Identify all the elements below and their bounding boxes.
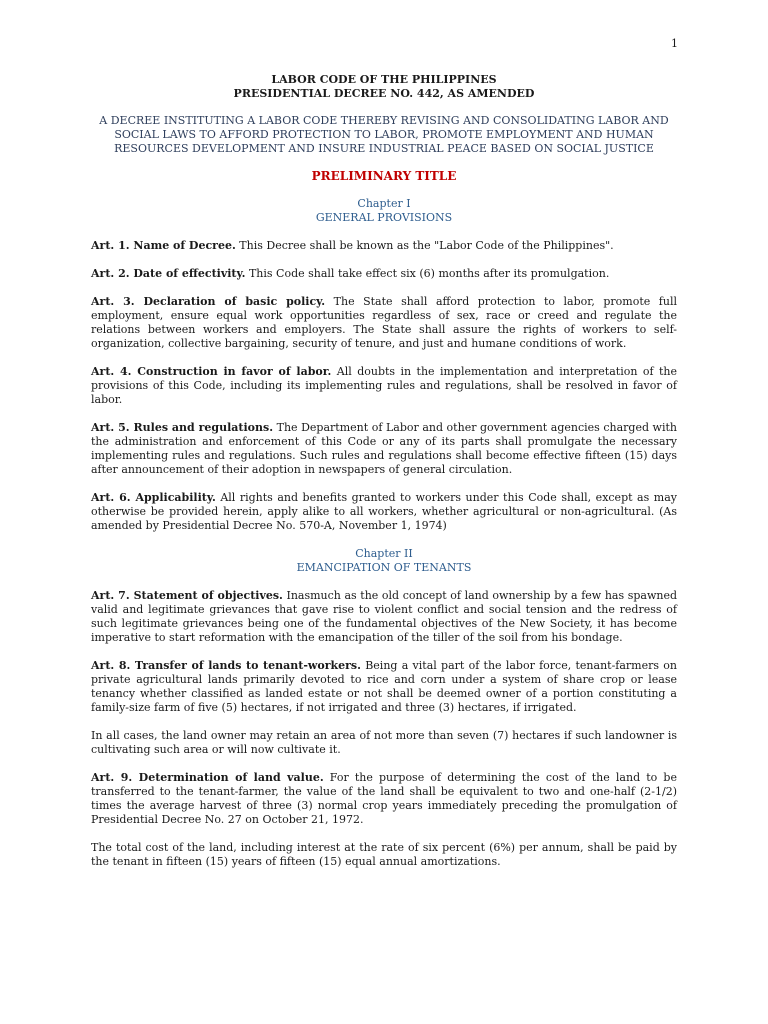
article-heading: Art. 9. Determination of land value.: [91, 771, 324, 784]
article-body: Being a vital part of the labor force, tenant-farmers on private agricultural lands primarily devoted to rice and corn under a system of share crop or lease tenancy whether classified as landed estate or not shall be deemed owner of a portion constituting a family-size farm of five (5) hectares, if not irrigated and three (3) hectares, if irrigated.: [91, 659, 677, 714]
article-body: This Decree shall be known as the "Labor Code of the Philippines".: [235, 239, 614, 252]
document-subtitle-decree: PRESIDENTIAL DECREE NO. 442, AS AMENDED: [233, 87, 535, 100]
article-body: For the purpose of determining the cost of the land to be transferred to the tenant-farmer, the value of the land shall be equivalent to two and one-half (2-1/2) times the average harvest of three (3) normal crop years immediately preceding the promulgation of Presidential Decree No. 27 on October 21, 1972.: [91, 771, 677, 826]
article-heading: Art. 4. Construction in favor of labor.: [91, 365, 332, 378]
article: [91, 239, 677, 253]
article: [91, 267, 677, 281]
chapter-heading: [91, 547, 677, 575]
chapter-number: Chapter II: [355, 547, 413, 560]
article-body: The State shall afford protection to labor, promote full employment, ensure equal work opportunities regardless of sex, race or creed and regulate the relations between workers and employers. The State shall assure the rights of workers to self-organization, collective bargaining, security of tenure, and just and humane conditions of work.: [91, 295, 677, 350]
article-body: Inasmuch as the old concept of land ownership by a few has spawned valid and legitimate grievances that gave rise to violent conflict and social tension and the redress of such legitimate grievances being one of the fundamental objectives of the New Society, it has become imperative to start reformation with the emancipation of the tiller of the soil from his bondage.: [91, 589, 678, 644]
article: [91, 365, 677, 407]
article-body: The Department of Labor and other government agencies charged with the administration and enforcement of this Code or any of its parts shall promulgate the necessary implementing rules and regulations. Such rules and regulations shall become effective fifteen (15) days after announcement of their adoption in newspapers of general circulation.: [91, 421, 677, 476]
decree-description: A DECREE INSTITUTING A LABOR CODE THEREBY REVISING AND CONSOLIDATING LABOR AND SOCIAL LAWS TO AFFORD PROTECTION TO LABOR, PROMOTE EMPLOYMENT AND HUMAN RESOURCES DEVELOPMENT AND INSURE INDUSTRIAL PEACE BASED ON SOCIAL JUSTICE: [99, 114, 669, 155]
article: [91, 659, 677, 715]
article-heading: Art. 6. Applicability.: [91, 491, 216, 504]
article: [91, 421, 677, 477]
article-heading: Art. 2. Date of effectivity.: [91, 267, 246, 280]
article-heading: Art. 7. Statement of objectives.: [91, 589, 283, 602]
chapter-name: EMANCIPATION OF TENANTS: [296, 561, 472, 574]
article-heading: Art. 8. Transfer of lands to tenant-workers.: [91, 659, 361, 672]
article-heading: Art. 3. Declaration of basic policy.: [91, 295, 326, 308]
chapter-number: Chapter I: [357, 197, 411, 210]
article: [91, 295, 677, 351]
chapter-heading: [91, 197, 677, 225]
article-paragraph: The total cost of the land, including interest at the rate of six percent (6%) per annum, shall be paid by the tenant in fifteen (15) years of fifteen (15) equal annual amortizations.: [91, 841, 677, 868]
article: [91, 491, 677, 533]
article-body: This Code shall take effect six (6) months after its promulgation.: [245, 267, 610, 280]
article-paragraph: In all cases, the land owner may retain an area of not more than seven (7) hectares if such landowner is cultivating such area or will now cultivate it.: [91, 729, 677, 756]
article-heading: Art. 1. Name of Decree.: [91, 239, 236, 252]
chapter-name: GENERAL PROVISIONS: [315, 211, 453, 224]
article: [91, 589, 677, 645]
document-title: LABOR CODE OF THE PHILIPPINES: [271, 73, 497, 86]
article-body: All rights and benefits granted to workers under this Code shall, except as may otherwise be provided herein, apply alike to all workers, whether agricultural or non-agricultural. (As amended by Presidential Decree No. 570-A, November 1, 1974): [91, 491, 677, 532]
article-heading: Art. 5. Rules and regulations.: [91, 421, 274, 434]
article: [91, 771, 677, 827]
preliminary-title: PRELIMINARY TITLE: [311, 169, 457, 183]
page-number: 1: [671, 37, 678, 50]
article-body: All doubts in the implementation and interpretation of the provisions of this Code, including its implementing rules and regulations, shall be resolved in favor of labor.: [91, 365, 677, 406]
